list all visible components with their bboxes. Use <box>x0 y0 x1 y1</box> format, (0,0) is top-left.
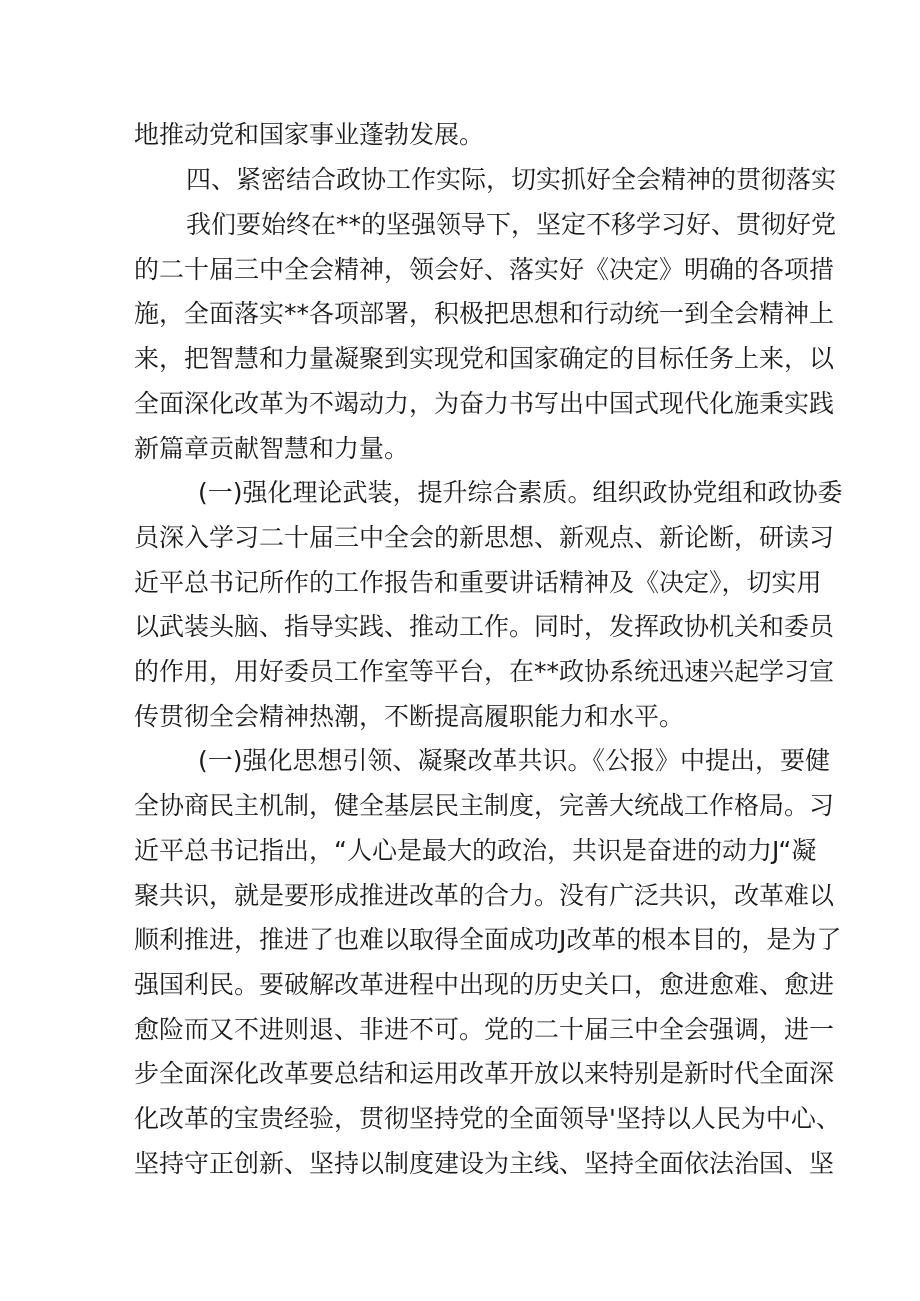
subsection-heading-line: (一)强化思想引领、凝聚改革共识。《公报》中提出，要健 <box>198 746 831 775</box>
paragraph-line: 全面深化改革为不竭动力，为奋力书写出中国式现代化施秉实践 <box>134 389 835 418</box>
paragraph-line: 施，全面落实**各项部署，积极把思想和行动统一到全会精神上 <box>134 299 835 328</box>
paragraph-line: 顺利推进，推进了也难以取得全面成功J改革的根本目的，是为了 <box>134 925 842 954</box>
paragraph-line: 近平总书记所作的工作报告和重要讲话精神及《决定》，切实用 <box>134 568 822 597</box>
paragraph-line: 地推动党和国家事业蓬勃发展。 <box>134 120 485 149</box>
paragraph-line: 传贯彻全会精神热潮，不断提高履职能力和水平。 <box>134 702 685 731</box>
paragraph-line: 聚共识，就是要形成推进改革的合力。没有广泛共识，改革难以 <box>134 881 835 910</box>
paragraph-line: 我们要始终在**的坚强领导下，坚定不移学习好、贯彻好党 <box>186 210 837 239</box>
paragraph-line: 来，把智慧和力量凝聚到实现党和国家确定的目标任务上来，以 <box>134 344 835 373</box>
paragraph-line: 近平总书记指出，“人心是最大的政治，共识是奋进的动力J“凝 <box>134 836 817 865</box>
paragraph-line: 全协商民主机制，健全基层民主制度，完善大统战工作格局。习 <box>134 791 835 820</box>
paragraph-line: 坚持守正创新、坚持以制度建设为主线、坚持全面依法治国、坚 <box>134 1149 835 1178</box>
paragraph-line: 的二十届三中全会精神，领会好、落实好《决定》明确的各项措 <box>134 255 835 284</box>
paragraph-line: 步全面深化改革要总结和运用改革开放以来特别是新时代全面深 <box>134 1059 835 1088</box>
section-heading: 四、紧密结合政协工作实际，切实抓好全会精神的贯彻落实 <box>186 165 837 194</box>
paragraph-line: 化改革的宝贵经验，贯彻坚持党的全面领导'坚持以人民为中心、 <box>134 1104 841 1133</box>
subsection-heading-line: (一)强化理论武装，提升综合素质。组织政协党组和政协委 <box>198 478 843 507</box>
paragraph-line: 强国利民。要破解改革进程中出现的历史关口，愈进愈难、愈进 <box>134 970 835 999</box>
paragraph-line: 愈险而又不进则退、非进不可。党的二十届三中全会强调，进一 <box>134 1015 835 1044</box>
paragraph-line: 新篇章贡献智慧和力量。 <box>134 434 410 463</box>
paragraph-line: 以武装头脑、指导实践、推动工作。同时，发挥政协机关和委员 <box>134 612 835 641</box>
paragraph-line: 员深入学习二十届三中全会的新思想、新观点、新论断，研读习 <box>134 523 835 552</box>
paragraph-line: 的作用，用好委员工作室等平台，在**政协系统迅速兴起学习宣 <box>134 657 835 686</box>
